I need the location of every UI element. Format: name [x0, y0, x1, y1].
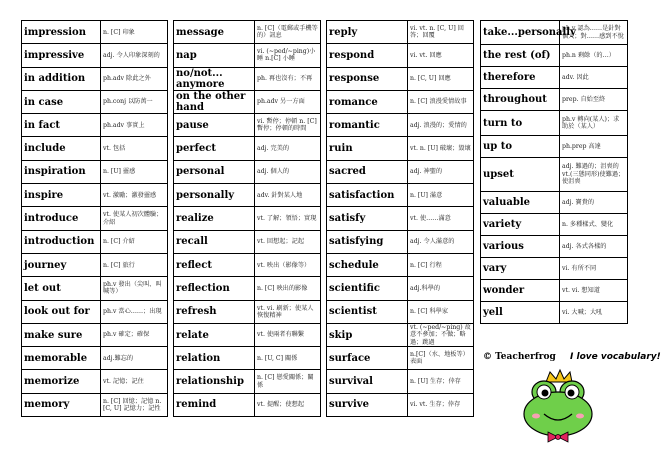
vocab-word: realize: [174, 207, 255, 230]
vocab-word: reply: [327, 21, 408, 44]
vocab-word: inspiration: [22, 160, 101, 183]
vocab-definition: vt. n. [U] 破壞；毀壞: [408, 137, 474, 160]
vocab-word: vary: [481, 257, 560, 279]
vocab-definition: adj. 寶貴的: [560, 191, 628, 213]
vocab-row: [481, 89, 628, 111]
vocab-word: survival: [327, 370, 408, 393]
vocab-table-3: [326, 20, 474, 417]
vocab-definition: vt. vi. 刷新；使某人恢復精神: [255, 300, 321, 323]
vocab-definition: n. [U] 靈感: [101, 160, 168, 183]
vocab-definition: ph.conj 以防萬一: [101, 90, 168, 113]
vocab-definition: n.[C]（水、地板等）表面: [408, 347, 474, 370]
vocab-word: memorize: [22, 370, 101, 393]
vocab-word: surface: [327, 347, 408, 370]
vocab-word: satisfy: [327, 207, 408, 230]
vocab-row: [22, 114, 168, 137]
vocab-row: [327, 114, 474, 137]
vocab-definition: vt. 使兩者有聯繫: [255, 323, 321, 346]
vocab-word: memorable: [22, 347, 101, 370]
vocab-definition: vt. 包括: [101, 137, 168, 160]
vocab-word: satisfying: [327, 230, 408, 253]
vocab-row: [327, 277, 474, 300]
vocab-row: [174, 207, 321, 230]
vocab-definition: n. [C] 印象: [101, 21, 168, 44]
vocab-column-2: [173, 20, 321, 417]
vocab-row: [481, 135, 628, 157]
vocab-definition: n. [C, U] 回應: [408, 67, 474, 90]
vocab-definition: ph.v 當心……；出現: [101, 300, 168, 323]
vocab-row: [481, 235, 628, 257]
vocab-word: impression: [22, 21, 101, 44]
vocab-definition: ph.v 發出（尖叫、叫喊等）: [101, 277, 168, 300]
vocab-definition: adj. 令人滿意的: [408, 230, 474, 253]
vocab-word: skip: [327, 323, 408, 346]
vocab-row: [174, 230, 321, 253]
vocab-word: journey: [22, 253, 101, 276]
vocab-row: [174, 323, 321, 346]
vocab-word: up to: [481, 135, 560, 157]
vocab-word: personally: [174, 184, 255, 207]
vocab-definition: n. [U] 生存；倖存: [408, 370, 474, 393]
vocab-row: [174, 370, 321, 393]
vocab-row: [327, 253, 474, 276]
vocab-definition: vi. 暫停；停頓 n. [C] 暫停；停頓的時間: [255, 114, 321, 137]
vocab-column-1: [21, 20, 168, 417]
vocab-definition: vi. vt. n. [C, U] 回答；回覆: [408, 21, 474, 44]
vocab-definition: ph.adv 事實上: [101, 114, 168, 137]
vocab-definition: adj. 浪漫的；愛情的: [408, 114, 474, 137]
vocab-word: impressive: [22, 44, 101, 67]
vocab-row: [22, 253, 168, 276]
vocab-definition: vi. (~ped/~ping)小睡 n.[C] 小睡: [255, 44, 321, 67]
crown-icon: [546, 370, 572, 382]
vocab-word: message: [174, 21, 255, 44]
vocab-word: reflection: [174, 277, 255, 300]
vocab-row: [481, 45, 628, 67]
vocab-word: relationship: [174, 370, 255, 393]
vocab-row: [174, 137, 321, 160]
vocab-word: response: [327, 67, 408, 90]
vocab-word: let out: [22, 277, 101, 300]
vocab-word: make sure: [22, 323, 101, 346]
vocab-row: [22, 184, 168, 207]
vocab-row: [174, 21, 321, 44]
vocab-row: [327, 207, 474, 230]
vocab-row: [327, 230, 474, 253]
vocab-definition: vt. 激勵；激發靈感: [101, 184, 168, 207]
vocab-word: variety: [481, 213, 560, 235]
vocab-word: therefore: [481, 67, 560, 89]
vocab-row: [22, 207, 168, 230]
credit-text: © Teacherfrog: [483, 352, 556, 362]
vocab-row: [327, 137, 474, 160]
vocab-definition: n. [C] 行程: [408, 253, 474, 276]
vocab-word: look out for: [22, 300, 101, 323]
vocab-row: [327, 67, 474, 90]
vocab-row: [22, 44, 168, 67]
vocab-row: [22, 160, 168, 183]
vocab-row: [327, 160, 474, 183]
vocab-word: romantic: [327, 114, 408, 137]
vocab-word: pause: [174, 114, 255, 137]
vocab-word: relation: [174, 347, 255, 370]
vocab-definition: ph.v 轉向(某人)；求助於（某人）: [560, 111, 628, 135]
vocab-word: in addition: [22, 67, 101, 90]
vocab-definition: vt. 了解；領悟；實現: [255, 207, 321, 230]
vocab-definition: adj.難忘的: [101, 347, 168, 370]
vocab-word: relate: [174, 323, 255, 346]
vocab-definition: adv. 因此: [560, 67, 628, 89]
vocab-word: no/not... anymore: [174, 67, 255, 90]
vocab-table-4: [480, 20, 628, 324]
vocab-row: [174, 90, 321, 113]
vocab-definition: ph.n 剩餘（的…）: [560, 45, 628, 67]
vocab-word: throughout: [481, 89, 560, 111]
vocab-definition: adj. 各式各樣的: [560, 235, 628, 257]
vocab-definition: vi. vt. 生存；倖存: [408, 393, 474, 416]
vocab-row: [481, 191, 628, 213]
vocab-word: include: [22, 137, 101, 160]
frog-mascot-icon: [510, 368, 606, 448]
vocab-word: recall: [174, 230, 255, 253]
vocab-word: nap: [174, 44, 255, 67]
vocab-definition: vt. vi. 想知道: [560, 279, 628, 301]
vocab-definition: adj. 令人印象深刻的: [101, 44, 168, 67]
vocab-definition: n. 多種樣式、變化: [560, 213, 628, 235]
vocab-row: [481, 301, 628, 323]
vocab-row: [174, 184, 321, 207]
vocab-word: schedule: [327, 253, 408, 276]
vocab-word: remind: [174, 393, 255, 416]
vocab-row: [327, 44, 474, 67]
vocab-row: [22, 137, 168, 160]
vocab-row: [22, 323, 168, 346]
vocab-word: satisfaction: [327, 184, 408, 207]
vocab-row: [174, 347, 321, 370]
vocab-definition: ph.v 確定；確保: [101, 323, 168, 346]
vocab-word: sacred: [327, 160, 408, 183]
vocab-word: scientific: [327, 277, 408, 300]
vocab-definition: vt. (~ped/~ping) 故意不參加；不做；略過；跳過: [408, 323, 474, 346]
vocab-row: [481, 111, 628, 135]
vocab-word: in fact: [22, 114, 101, 137]
vocab-row: [174, 393, 321, 416]
vocab-row: [174, 300, 321, 323]
vocab-row: [327, 90, 474, 113]
vocab-word: upset: [481, 157, 560, 191]
vocab-definition: n. [U] 滿意: [408, 184, 474, 207]
vocab-definition: vt. 回想起；記起: [255, 230, 321, 253]
vocab-word: wonder: [481, 279, 560, 301]
vocab-word: on the other hand: [174, 90, 255, 113]
vocab-word: turn to: [481, 111, 560, 135]
vocab-row: [174, 114, 321, 137]
vocab-row: [174, 253, 321, 276]
vocab-definition: vt. 使某人初次體驗；介紹: [101, 207, 168, 230]
vocab-table-2: [173, 20, 321, 417]
vocab-row: [481, 213, 628, 235]
vocab-row: [327, 370, 474, 393]
vocab-row: [481, 279, 628, 301]
vocab-row: [327, 184, 474, 207]
vocab-word: reflect: [174, 253, 255, 276]
vocab-definition: ph.adv 除此之外: [101, 67, 168, 90]
vocab-row: [174, 44, 321, 67]
vocab-definition: ph.prep 高達: [560, 135, 628, 157]
vocab-word: the rest (of): [481, 45, 560, 67]
vocab-word: various: [481, 235, 560, 257]
vocab-definition: ph.v 認為……是針對個人；對……感到不悅: [560, 21, 628, 45]
vocab-definition: adj.科學的: [408, 277, 474, 300]
vocab-definition: adj. 完美的: [255, 137, 321, 160]
vocab-definition: adj. 難過的；沮喪的 vt.(三態同形)使難過；使沮喪: [560, 157, 628, 191]
vocab-row: [327, 347, 474, 370]
vocab-row: [22, 67, 168, 90]
vocab-word: perfect: [174, 137, 255, 160]
vocab-definition: prep. 自始至終: [560, 89, 628, 111]
vocab-definition: ph.adv 另一方面: [255, 90, 321, 113]
vocab-row: [327, 300, 474, 323]
vocab-definition: n. [C] 浪漫愛情故事: [408, 90, 474, 113]
vocab-definition: adj. 神聖的: [408, 160, 474, 183]
vocab-definition: adj. 個人的: [255, 160, 321, 183]
vocab-row: [327, 21, 474, 44]
vocab-row: [22, 90, 168, 113]
vocab-word: refresh: [174, 300, 255, 323]
vocab-definition: n. [C] 回憶；記憶 n. [C, U] 記憶力；記性: [101, 393, 168, 416]
vocab-word: introduce: [22, 207, 101, 230]
vocab-row: [174, 160, 321, 183]
vocab-definition: n. [C] 介紹: [101, 230, 168, 253]
vocab-row: [327, 323, 474, 346]
vocab-definition: vi. vt. 回應: [408, 44, 474, 67]
vocab-word: respond: [327, 44, 408, 67]
vocab-definition: ph. 再也沒有；不再: [255, 67, 321, 90]
vocab-row: [481, 257, 628, 279]
vocab-word: valuable: [481, 191, 560, 213]
vocab-word: introduction: [22, 230, 101, 253]
vocab-row: [22, 393, 168, 416]
vocab-row: [22, 21, 168, 44]
vocab-definition: vt. 提醒；使想起: [255, 393, 321, 416]
vocab-word: survive: [327, 393, 408, 416]
vocab-definition: adv. 針對某人地: [255, 184, 321, 207]
vocab-word: memory: [22, 393, 101, 416]
vocab-word: inspire: [22, 184, 101, 207]
vocab-word: ruin: [327, 137, 408, 160]
vocab-row: [174, 277, 321, 300]
vocab-definition: vi. 大喊；大吼: [560, 301, 628, 323]
vocab-row: [174, 67, 321, 90]
vocab-word: yell: [481, 301, 560, 323]
vocab-definition: n. [C]（電郵或手機等的）訊息: [255, 21, 321, 44]
vocab-definition: n. [C] 旅行: [101, 253, 168, 276]
vocab-row: [22, 300, 168, 323]
vocab-column-3: [326, 20, 474, 417]
tagline-text: I love vocabulary!: [570, 352, 661, 362]
vocab-column-4: [480, 20, 628, 324]
vocab-word: scientist: [327, 300, 408, 323]
vocab-word: romance: [327, 90, 408, 113]
vocab-word: in case: [22, 90, 101, 113]
vocab-definition: n. [C] 戀愛關係；關係: [255, 370, 321, 393]
vocab-row: [481, 21, 628, 45]
vocab-table-1: [21, 20, 168, 417]
vocab-row: [327, 393, 474, 416]
vocab-word: personal: [174, 160, 255, 183]
vocab-row: [481, 157, 628, 191]
vocab-row: [22, 370, 168, 393]
vocab-definition: n. [U, C] 關係: [255, 347, 321, 370]
vocab-definition: vi. 有所不同: [560, 257, 628, 279]
vocab-definition: vt. 使……滿意: [408, 207, 474, 230]
vocab-row: [22, 230, 168, 253]
vocab-definition: n. [C] 映出的影像: [255, 277, 321, 300]
vocab-word: take...personally: [481, 21, 560, 45]
vocab-definition: vt. 映出（影像等）: [255, 253, 321, 276]
vocab-row: [481, 67, 628, 89]
vocab-definition: n. [C] 科學家: [408, 300, 474, 323]
vocab-row: [22, 347, 168, 370]
vocab-definition: vt. 記憶；記住: [101, 370, 168, 393]
vocab-row: [22, 277, 168, 300]
